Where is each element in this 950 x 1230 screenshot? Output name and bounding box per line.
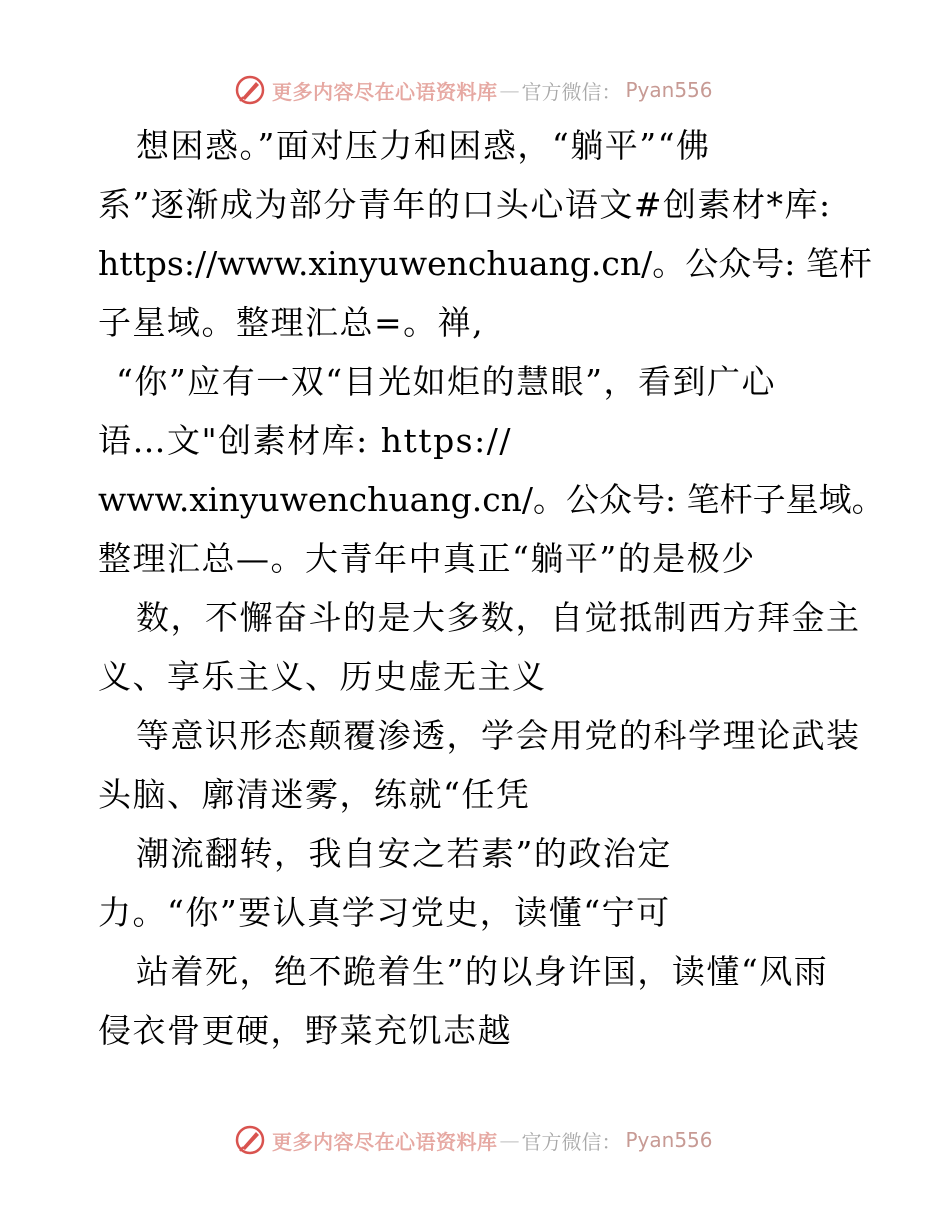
watermark-separator: —: [499, 1128, 520, 1152]
watermark-official-label: 官方微信：: [521, 1129, 622, 1154]
text-line: 数，不懈奋斗的是大多数，自觉抵制西方拜金主: [136, 598, 861, 637]
text-line: 等意识形态颠覆渗透，学会用党的科学理论武装: [136, 716, 861, 755]
text-line: 义、享乐主义、历史虚无主义: [98, 657, 547, 696]
watermark-slogan: 更多内容尽在心语资料库: [272, 1129, 498, 1154]
text-line: 子星域。整理汇总=。禅,: [98, 303, 485, 342]
header-watermark: [234, 74, 713, 106]
footer-watermark: [234, 1124, 713, 1156]
body-text: [98, 116, 885, 1060]
quill-logo-icon: [234, 1124, 266, 1156]
text-line: 想困惑。”面对压力和困惑，“躺平”“佛: [136, 126, 711, 165]
watermark-wechat-id: Pyan556: [625, 78, 713, 102]
text-line: “你”应有一双“目光如炬的慧眼”，看到广心: [116, 362, 776, 401]
text-line: 力。“你”要认真学习党史，读懂“宁可: [98, 893, 671, 932]
text-line: 语…文"创素材库: https://: [98, 421, 512, 460]
watermark-separator: —: [499, 78, 520, 102]
watermark-official-label: 官方微信：: [521, 79, 622, 104]
text-line: 头脑、廓清迷雾，练就“任凭: [98, 775, 531, 814]
text-line: www.xinyuwenchuang.cn/。公众号: 笔杆子星域。: [98, 480, 885, 519]
text-line: 潮流翻转，我自安之若素”的政治定: [136, 834, 672, 873]
watermark-wechat-id: Pyan556: [625, 1128, 713, 1152]
text-line: 系”逐渐成为部分青年的口头心语文#创素材*库:: [98, 185, 832, 224]
watermark-slogan: 更多内容尽在心语资料库: [272, 79, 498, 104]
text-line: 站着死，绝不跪着生”的以身许国，读懂“风雨: [136, 952, 829, 991]
text-line: 侵衣骨更硬，野菜充饥志越: [98, 1011, 512, 1050]
quill-logo-icon: [234, 74, 266, 106]
text-line: https://www.xinyuwenchuang.cn/。公众号: 笔杆: [98, 244, 872, 283]
text-line: 整理汇总—。大青年中真正“躺平”的是极少: [98, 539, 756, 578]
